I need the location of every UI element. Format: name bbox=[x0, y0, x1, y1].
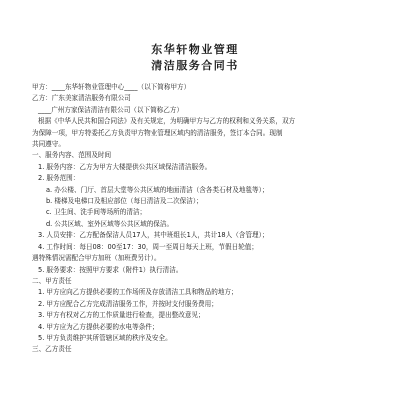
clause-line: 4. 甲方应为乙方提供必要的水电等条件； bbox=[38, 322, 159, 331]
clause-line: 1. 服务内容：乙方为甲方大楼提供公共区域保洁清洁服务。 bbox=[38, 162, 212, 171]
party-a-line: 甲方：____东华轩物业管理中心____（以下简称甲方） bbox=[32, 83, 191, 91]
clause-line: 3. 人员安排：乙方配备保洁人员17人，其中班组长1人，共计18人（含管理）； bbox=[38, 231, 269, 240]
clause-line: 2. 服务范围： bbox=[38, 174, 80, 183]
sub-clause-line: a. 办公楼、门厅、首层大堂等公共区域的地面清洁（含各类石材及地毯等）； bbox=[46, 185, 269, 194]
clause-line: 2. 甲方应配合乙方完成清洁服务工作，并按时支付服务费用； bbox=[38, 299, 218, 308]
preamble-line: 共同遵守。 bbox=[32, 140, 65, 149]
document-title-company: 东华轩物业管理 bbox=[151, 43, 239, 56]
sub-clause-line: d. 公共区域、室外区域等公共区域的保洁。 bbox=[46, 219, 174, 228]
preamble-line: 根据《中华人民共和国合同法》及有关规定，为明确甲方与乙方的权利和义务关系，双方 bbox=[38, 117, 296, 126]
clause-line: 4. 工作时间：每日08：00至17：30，周一至周日每天上班，节假日轮值； bbox=[38, 242, 258, 251]
party-b-line-2: ____广州方家保洁清洁有限公司（以下简称乙方） bbox=[38, 105, 184, 114]
sub-clause-line: b. 楼梯及电梯口及相应部位（每日清洁及二次保洁）； bbox=[46, 197, 203, 206]
clause-line: 5. 服务要求：按照甲方要求（附件1）执行清洁。 bbox=[38, 265, 183, 274]
section-heading: 二、甲方责任 bbox=[32, 276, 72, 285]
preamble-line: 为保障一项，甲方特委托乙方负责甲方物业管理区域内的清洁服务，签订本合同。现制 bbox=[32, 128, 283, 137]
section-heading: 三、乙方责任 bbox=[32, 345, 72, 354]
clause-line: 遇特殊情况需配合甲方加班（加班费另计）。 bbox=[32, 254, 161, 263]
party-b-line: 乙方：广东美家清洁服务有限公司 bbox=[32, 94, 131, 103]
clause-line: 5. 甲方负责维护其所管辖区域的秩序及安全。 bbox=[38, 333, 172, 342]
sub-clause-line: c. 卫生间、洗手间等场所的清洁； bbox=[46, 208, 147, 217]
contract-body bbox=[22, 82, 368, 356]
section-heading: 一、服务内容、范围及时间 bbox=[32, 151, 112, 160]
clause-line: 3. 甲方有权对乙方的工作质量进行检查，提出整改意见； bbox=[38, 311, 205, 320]
document-title-contract: 清洁服务合同书 bbox=[151, 59, 239, 72]
clause-line: 1. 甲方应向乙方提供必要的工作场所及存放清洁工具和物品的地方； bbox=[38, 288, 238, 297]
